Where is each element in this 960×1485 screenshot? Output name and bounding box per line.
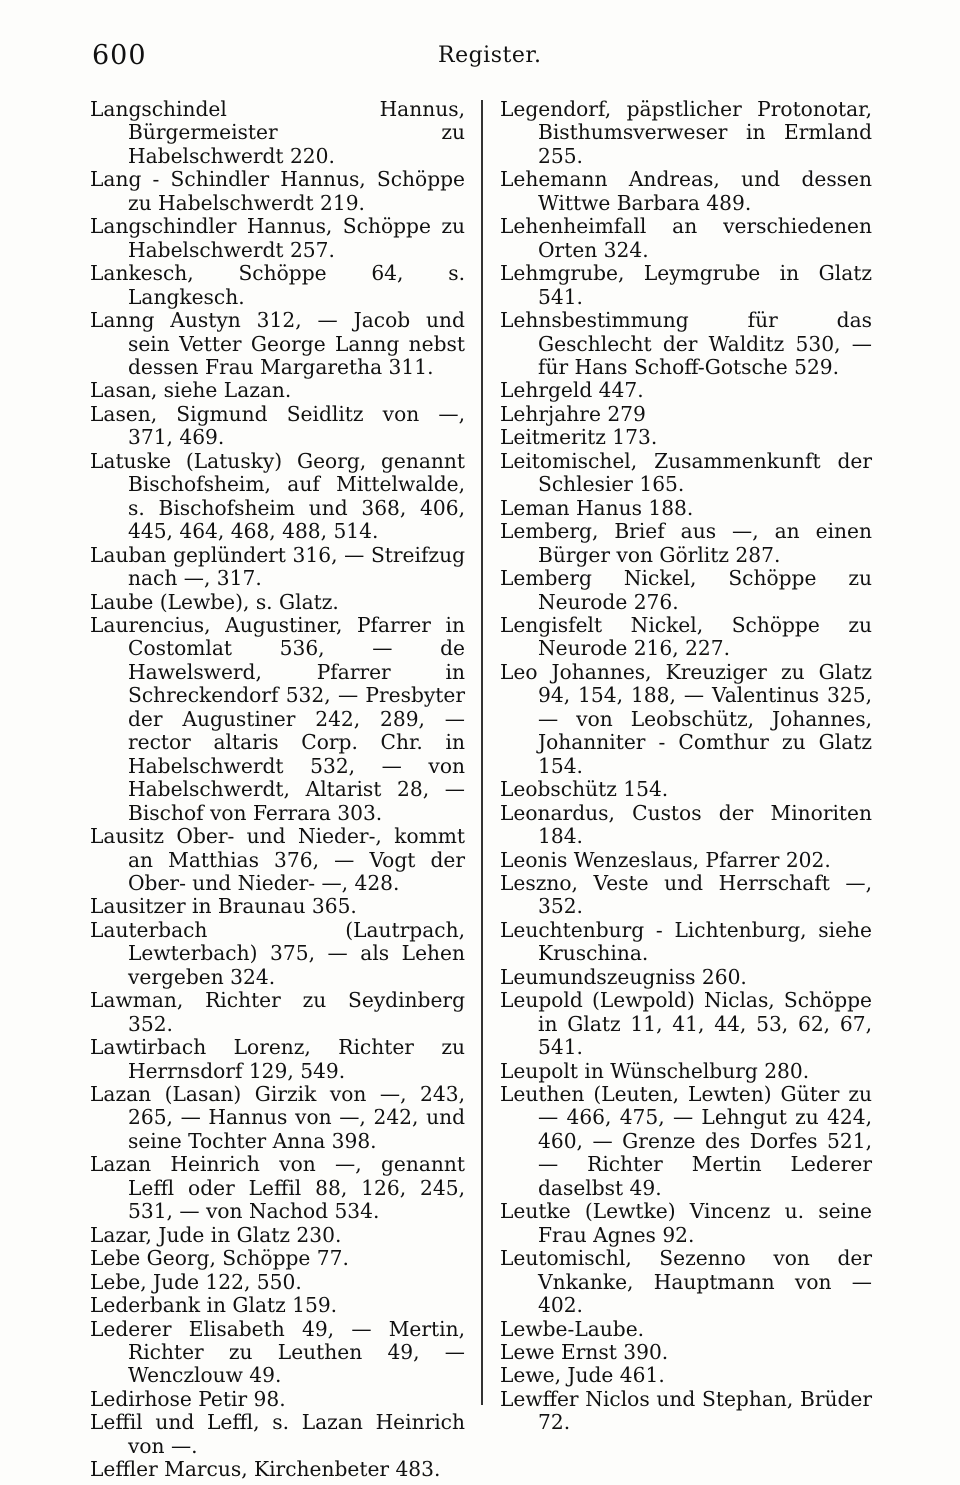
index-entry: Ledirhose Petir 98. (90, 1386, 286, 1411)
index-entry: Langschindel Hannus, Bürgermeister zu Habelschwerdt 220. (90, 97, 465, 168)
index-entry: Lazan (Lasan) Girzik von —, 243, 265, — Hannus von —, 242, und seine Tochter Anna 398. (90, 1082, 465, 1153)
index-entry: Lausitzer in Braunau 365. (90, 894, 357, 919)
index-entry: Lewffer Niclos und Stephan, Brüder 72. (500, 1386, 872, 1435)
index-entry: Lawtirbach Lorenz, Richter zu Herrnsdorf 129, 549. (90, 1035, 465, 1083)
running-head: Register. (438, 43, 542, 68)
index-entry: Lehmgrube, Leymgrube in Glatz 541. (500, 261, 872, 309)
index-entry: Lengisfelt Nickel, Schöppe zu Neurode 216, 227. (500, 612, 872, 661)
index-entry: Lederbank in Glatz 159. (90, 1293, 338, 1318)
page-number: 600 (92, 40, 147, 71)
index-entry: Leutomischl, Sezenno von der Vnkanke, Hauptmann von — 402. (500, 1246, 872, 1318)
index-entry: Leo Johannes, Kreuziger zu Glatz 94, 154, 188, — Valentinus 325, — von Leobschütz, Johannes, Johanniter - Comthur zu Glatz 154. (500, 659, 872, 778)
index-entry: Lankesch, Schöppe 64, s. Langkesch. (90, 261, 465, 309)
index-entry: Lehrjahre 279 (500, 401, 646, 426)
index-entry: Lazar, Jude in Glatz 230. (90, 1222, 342, 1247)
index-entry: Lanng Austyn 312, — Jacob und sein Vetter George Lanng nebst dessen Frau Margaretha 311. (90, 308, 465, 379)
index-entry: Lasen, Sigmund Seidlitz von —, 371, 469. (90, 401, 465, 450)
column-divider (481, 100, 483, 1405)
index-entry: Latuske (Latusky) Georg, genannt Bischofsheim, auf Mittelwalde, s. Bischofsheim und 368, 406, 445, 464, 468, 488, 514. (90, 448, 465, 544)
index-entry: Leuthen (Leuten, Lewten) Güter zu — 466, 475, — Lehngut zu 424, 460, — Grenze des Dorfes 521, — Richter Mertin Lederer daselbst 49. (500, 1082, 872, 1200)
index-entry: Leitmeritz 173. (500, 425, 658, 450)
index-entry: Leupold (Lewpold) Niclas, Schöppe in Glatz 11, 41, 44, 53, 62, 67, 541. (500, 988, 872, 1060)
index-entry: Legendorf, päpstlicher Protonotar, Bisthumsverweser in Ermland 255. (500, 97, 872, 168)
index-entry: Lasan, siehe Lazan. (90, 378, 292, 403)
index-entry: Lauban geplündert 316, — Streifzug nach —, 317. (90, 542, 465, 591)
index-entry: Lausitz Ober- und Nieder-, kommt an Matthias 376, — Vogt der Ober- und Nieder- —, 428. (90, 824, 465, 895)
index-entry: Langschindler Hannus, Schöppe zu Habelschwerdt 257. (90, 214, 465, 262)
index-entry: Leupolt in Wünschelburg 280. (500, 1058, 810, 1083)
index-entry: Lehnsbestimmung für das Geschlecht der Walditz 530, — für Hans Schoff-Gotsche 529. (500, 308, 872, 379)
index-entry: Lebe, Jude 122, 550. (90, 1269, 302, 1294)
index-entry: Lehenheimfall an verschiedenen Orten 324. (500, 214, 872, 262)
index-entry: Leonardus, Custos der Minoriten 184. (500, 800, 872, 849)
index-entry: Leffil und Leffl, s. Lazan Heinrich von —. (90, 1410, 465, 1458)
index-entry: Lazan Heinrich von —, genannt Leffl oder Leffil 88, 126, 245, 531, — von Nachod 534. (90, 1152, 465, 1224)
index-entry: Leobschütz 154. (500, 777, 669, 802)
index-entry: Lewe Ernst 390. (500, 1340, 669, 1365)
index-entry: Lauterbach (Lautrpach, Lewterbach) 375, — als Lehen vergeben 324. (90, 917, 465, 989)
index-entry: Lewe, Jude 461. (500, 1363, 665, 1388)
index-entry: Leonis Wenzeslaus, Pfarrer 202. (500, 847, 831, 872)
index-entry: Lewbe-Laube. (500, 1316, 645, 1341)
index-entry: Leffler Marcus, Kirchenbeter 483. (90, 1457, 441, 1482)
index-entry: Laube (Lewbe), s. Glatz. (90, 589, 339, 614)
index-entry: Leitomischel, Zusammenkunft der Schlesier 165. (500, 448, 872, 497)
index-entry: Laurencius, Augustiner, Pfarrer in Costomlat 536, — de Hawelswerd, Pfarrer in Schreckendorf 532, — Presbyter der Augustiner 242, 289, — rector altaris Corp. Chr. in Habelschwerdt 532, — von Habelschwerdt, Altarist 28, — Bischof von Ferrara 303. (90, 612, 465, 825)
index-entry: Lawman, Richter zu Seydinberg 352. (90, 988, 465, 1036)
index-entry: Leuchtenburg - Lichtenburg, siehe Kruschina. (500, 917, 872, 966)
index-entry: Lehemann Andreas, und dessen Wittwe Barbara 489. (500, 167, 872, 215)
index-entry: Leutke (Lewtke) Vincenz u. seine Frau Agnes 92. (500, 1199, 872, 1247)
index-column-right (500, 98, 872, 1435)
index-entry: Leman Hanus 188. (500, 495, 694, 520)
index-entry: Lehrgeld 447. (500, 378, 644, 403)
index-entry: Lebe Georg, Schöppe 77. (90, 1246, 349, 1271)
index-entry: Lemberg Nickel, Schöppe zu Neurode 276. (500, 566, 872, 614)
index-entry: Lederer Elisabeth 49, — Mertin, Richter zu Leuthen 49, — Wenczlouw 49. (90, 1316, 465, 1388)
index-entry: Leumundszeugniss 260. (500, 964, 747, 989)
index-column-left (90, 98, 465, 1482)
index-entry: Lemberg, Brief aus —, an einen Bürger von Görlitz 287. (500, 519, 872, 567)
index-entry: Lang - Schindler Hannus, Schöppe zu Habelschwerdt 219. (90, 167, 465, 215)
index-entry: Leszno, Veste und Herrschaft —, 352. (500, 870, 872, 919)
